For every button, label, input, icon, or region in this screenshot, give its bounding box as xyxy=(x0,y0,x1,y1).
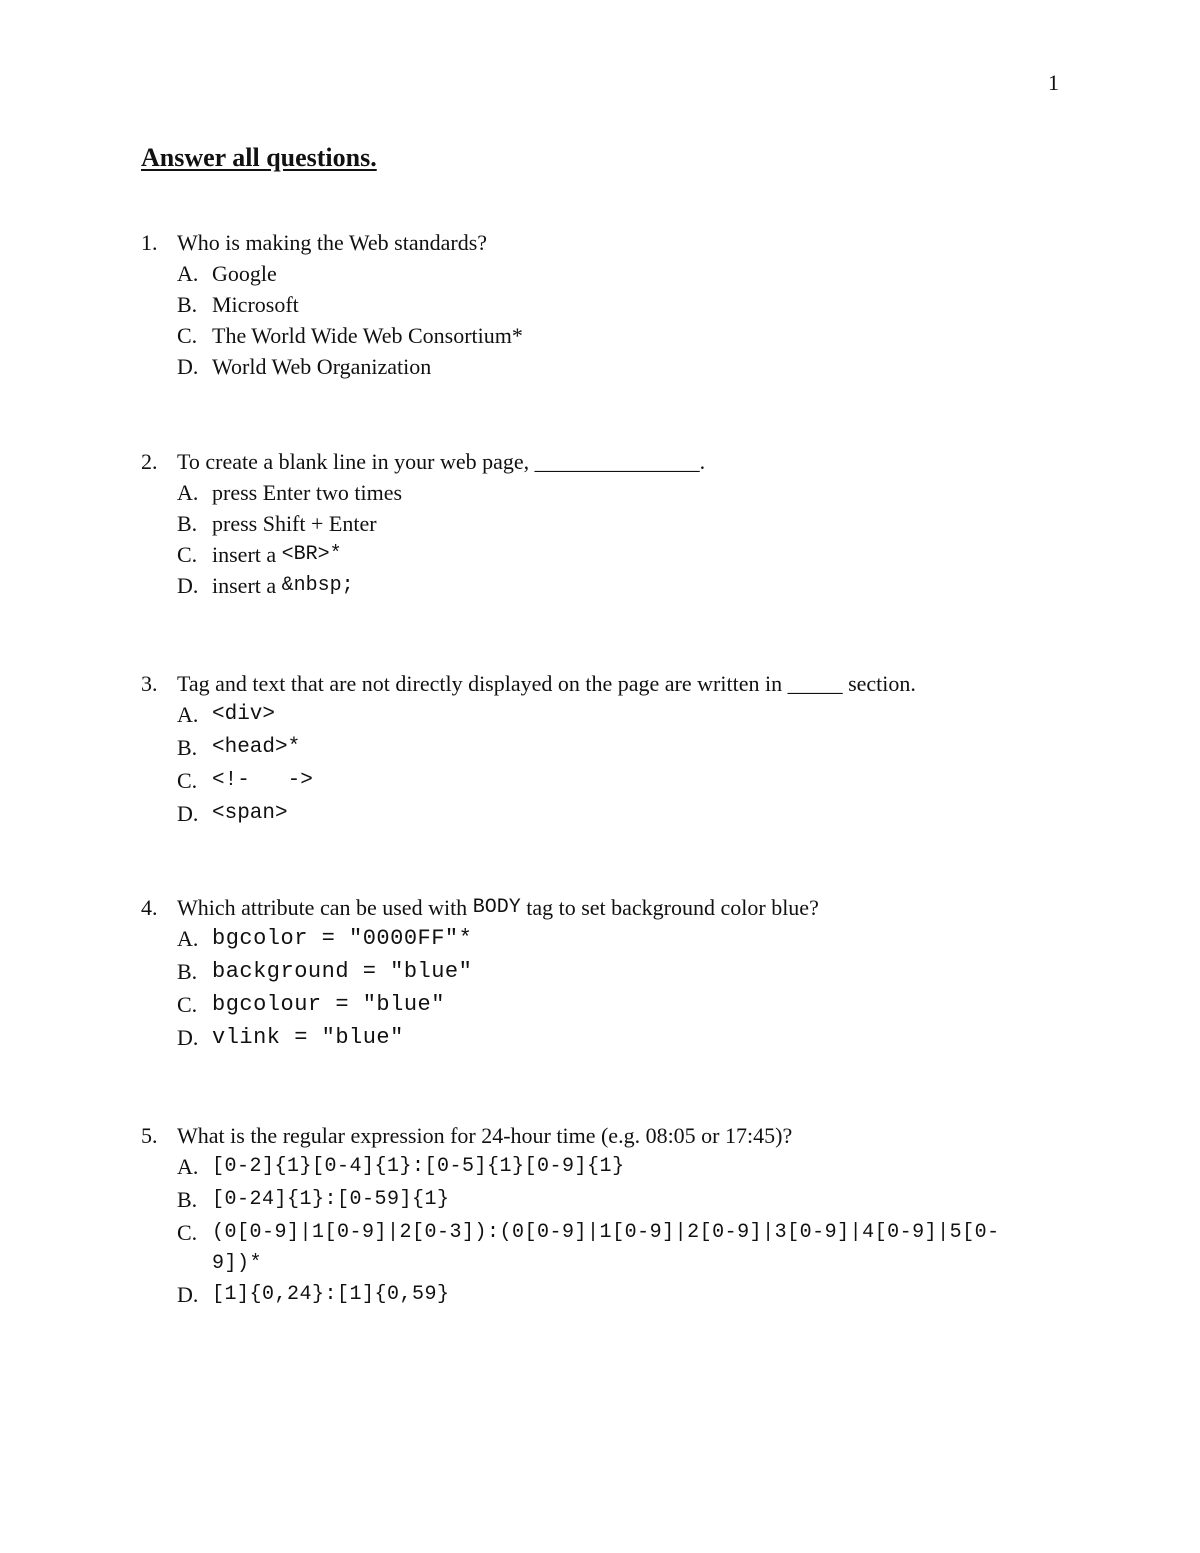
question-number: 1. xyxy=(141,229,158,255)
page-number: 1 xyxy=(1048,70,1059,95)
option-letter: C. xyxy=(177,1220,198,1245)
option-letter: A. xyxy=(177,926,199,951)
option-code: [0-24]{1}:[0-59]{1} xyxy=(212,1188,450,1211)
option-list xyxy=(177,699,1041,831)
page-heading: Answer all questions. xyxy=(141,143,377,172)
option-b xyxy=(177,289,1041,320)
option-d xyxy=(177,1279,1041,1312)
question-number: 2. xyxy=(141,448,158,474)
option-code: bgcolour = "blue" xyxy=(212,992,445,1017)
option-list xyxy=(177,258,1041,382)
option-c xyxy=(177,765,1041,798)
option-letter: B. xyxy=(177,1187,198,1212)
option-letter: B. xyxy=(177,735,198,760)
question-4 xyxy=(141,892,1041,1055)
question-text: What is the regular expression for 24-hour time (e.g. 08:05 or 17:45)? xyxy=(177,1122,793,1148)
option-letter: B. xyxy=(177,959,198,984)
option-text: The World Wide Web Consortium* xyxy=(212,323,523,348)
option-letter: D. xyxy=(177,573,199,598)
option-d xyxy=(177,798,1041,831)
question-number: 5. xyxy=(141,1122,158,1148)
option-text: press Enter two times xyxy=(212,480,403,505)
option-code: <BR>* xyxy=(281,543,342,566)
option-list xyxy=(177,477,1041,601)
option-letter: C. xyxy=(177,992,198,1017)
question-text: Tag and text that are not directly displayed on the page are written in _____ section. xyxy=(177,670,916,696)
option-c xyxy=(177,320,1041,351)
option-letter: C. xyxy=(177,768,198,793)
question-text-end: tag to set background color blue? xyxy=(520,894,819,920)
option-code: <div> xyxy=(212,703,276,726)
option-letter: D. xyxy=(177,1282,199,1307)
option-text: Google xyxy=(212,261,277,286)
option-letter: A. xyxy=(177,702,199,727)
option-letter: D. xyxy=(177,801,199,826)
option-list xyxy=(177,1151,1041,1312)
option-c xyxy=(177,989,1041,1022)
option-d xyxy=(177,351,1041,382)
option-d xyxy=(177,1022,1041,1055)
option-b xyxy=(177,1184,1041,1217)
option-letter: D. xyxy=(177,1025,199,1050)
question-3 xyxy=(141,668,1041,831)
option-a xyxy=(177,1151,1041,1184)
question-5 xyxy=(141,1120,1041,1312)
question-number: 3. xyxy=(141,670,158,696)
question-text: Who is making the Web standards? xyxy=(177,229,488,255)
option-code: &nbsp; xyxy=(281,574,354,597)
option-code: background = "blue" xyxy=(212,959,473,984)
option-letter: B. xyxy=(177,292,198,317)
option-c xyxy=(177,1217,1041,1279)
option-text: Microsoft xyxy=(212,292,299,317)
option-letter: B. xyxy=(177,511,198,536)
option-b xyxy=(177,732,1041,765)
option-letter: C. xyxy=(177,542,198,567)
question-1 xyxy=(141,227,1041,382)
option-a xyxy=(177,923,1041,956)
question-2 xyxy=(141,446,1041,601)
question-code: BODY xyxy=(472,896,521,919)
option-c xyxy=(177,539,1041,570)
option-a xyxy=(177,258,1041,289)
option-code: <!- -> xyxy=(212,769,313,792)
option-code: [1]{0,24}:[1]{0,59} xyxy=(212,1283,450,1306)
option-a xyxy=(177,699,1041,732)
option-b xyxy=(177,508,1041,539)
option-code: <head>* xyxy=(212,736,301,759)
option-code: <span> xyxy=(212,802,288,825)
option-list xyxy=(177,923,1041,1055)
option-text: press Shift + Enter xyxy=(212,511,377,536)
option-letter: A. xyxy=(177,261,199,286)
option-letter: A. xyxy=(177,1154,199,1179)
option-letter: C. xyxy=(177,323,198,348)
option-code: bgcolor = "0000FF"* xyxy=(212,926,473,951)
option-a xyxy=(177,477,1041,508)
option-code: (0[0-9]|1[0-9]|2[0-3]):(0[0-9]|1[0-9]|2[0-9]|3[0-9]|4[0-9]|5[0-9])* xyxy=(212,1221,1000,1275)
option-letter: A. xyxy=(177,480,199,505)
option-d xyxy=(177,570,1041,601)
option-b xyxy=(177,956,1041,989)
option-code: vlink = "blue" xyxy=(212,1025,404,1050)
question-text: Which attribute can be used with xyxy=(177,894,473,920)
option-code: [0-2]{1}[0-4]{1}:[0-5]{1}[0-9]{1} xyxy=(212,1155,625,1178)
question-number: 4. xyxy=(141,894,158,920)
option-text: insert a xyxy=(212,542,282,567)
option-letter: D. xyxy=(177,354,199,379)
option-text: insert a xyxy=(212,573,282,598)
question-text: To create a blank line in your web page, _______________. xyxy=(177,448,706,474)
option-text: World Web Organization xyxy=(212,354,432,379)
